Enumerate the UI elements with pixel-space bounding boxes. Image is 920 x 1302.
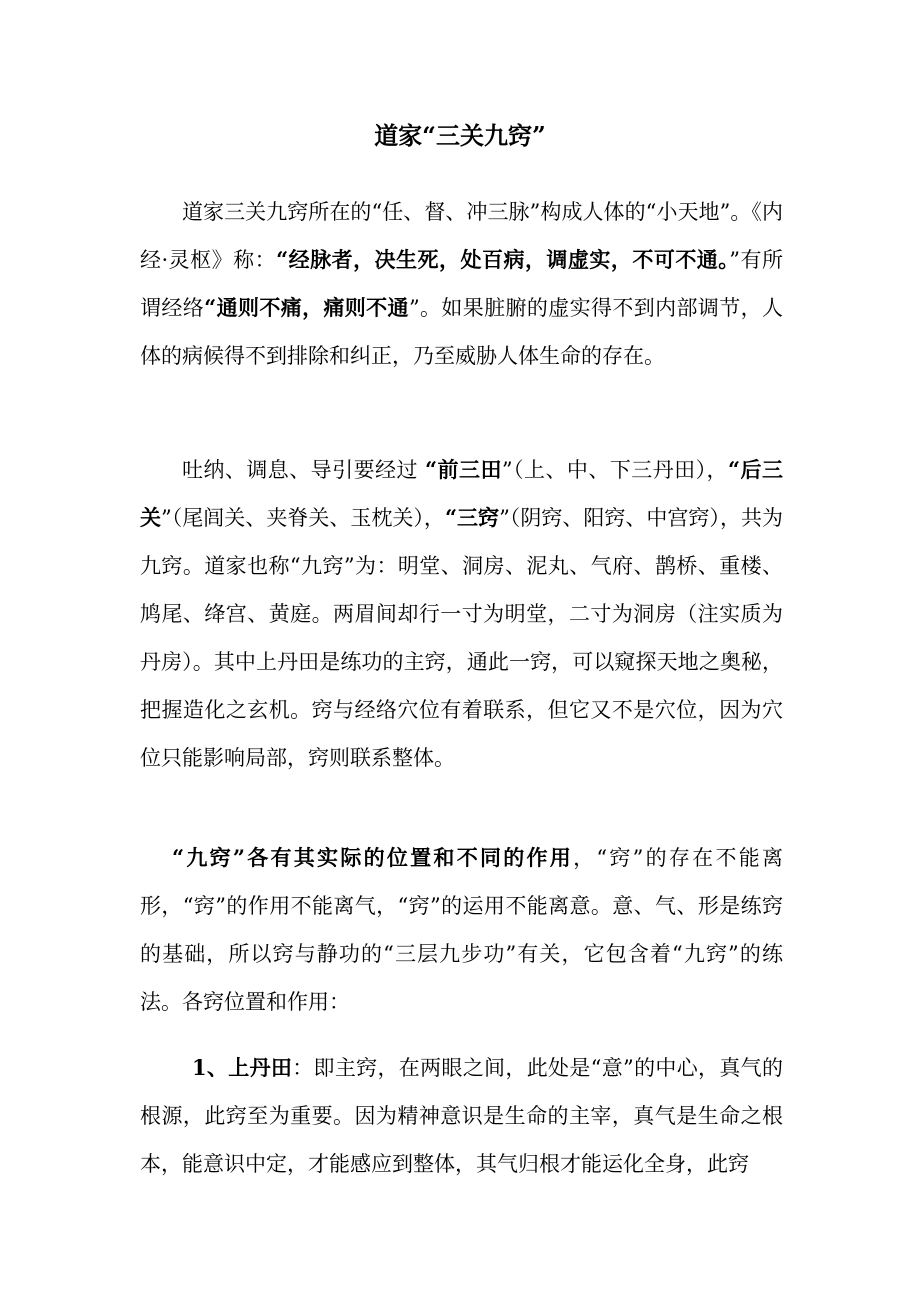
text-span: ”有所谓经络 bbox=[140, 248, 783, 320]
text-span: ”（尾闾关、夹脊关、玉枕关）， bbox=[161, 506, 445, 530]
bold-quote: “通则不痛，痛则不通 bbox=[204, 295, 409, 320]
text-span: 道家三关九窍所在的“任、督、冲三脉”构成人体的“小天地”。《内经·灵枢》称： bbox=[140, 200, 783, 272]
paragraph-meridians bbox=[140, 188, 783, 380]
paragraph-upper-dantian bbox=[140, 1044, 783, 1188]
paragraph-functions bbox=[140, 834, 783, 1026]
text-span: ，“窍”的存在不能离形，“窍”的作用不能离气，“窍”的运用不能离意。意、气、形是练窍的基础，所以窍与静功的“三层九步功”有关，它包含着“九窍”的练法。各窍位置和作用： bbox=[140, 846, 783, 1014]
bold-term: “前三田 bbox=[425, 457, 502, 482]
bold-lead: “九窍”各有其实际的位置和不同的作用 bbox=[172, 845, 574, 870]
paragraph-nine-orifices bbox=[140, 446, 783, 782]
text-span: ”。如果脏腑的虚实得不到内部调节，人体的病候得不到排除和纠正，乃至威胁人体生命的存在。 bbox=[140, 296, 784, 368]
bold-term: “三窍 bbox=[444, 505, 500, 530]
text-span: ”（上、中、下三丹田）， bbox=[501, 458, 728, 482]
bold-quote: “经脉者，决生死，处百病，调虚实，不可不通。 bbox=[276, 247, 730, 272]
bold-heading: 1、上丹田 bbox=[192, 1055, 293, 1080]
text-span: 吐纳、调息、导引要经过 bbox=[182, 458, 426, 482]
page-title: 道家“三关九窍” bbox=[374, 121, 546, 150]
text-span: ：即主窍，在两眼之间，此处是“意”的中心，真气的根源，此窍至为重要。因为精神意识是生命的主宰，真气是生命之根本，能意识中定，才能感应到整体，其气归根才能运化全身，此窍 bbox=[140, 1056, 783, 1176]
bold-term: “后三关 bbox=[140, 457, 783, 530]
text-span: ”（阴窍、阳窍、中宫窍），共为九窍。道家也称“九窍”为：明堂、洞房、泥丸、气府、鹊桥、重楼、鸠尾、绛宫、黄庭。两眉间却行一寸为明堂，二寸为洞房（注实质为丹房）。其中上丹田是练功的主窍，通此一窍，可以窥探天地之奥秘，把握造化之玄机。窍与经络穴位有着联系，但它又不是穴位，因为穴位只能影响局部，窍则联系整体。 bbox=[140, 506, 783, 770]
